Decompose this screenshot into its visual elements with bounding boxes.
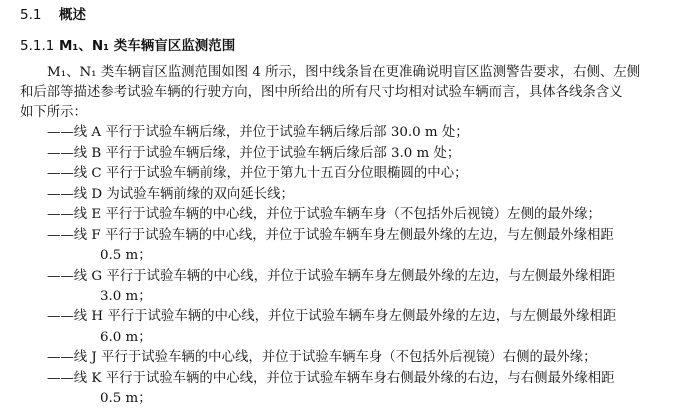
section-title: 概述 [59,7,86,23]
intro-line: 和后部等描述参考试验车辆的行驶方向，图中所给出的所有尺寸均相对试验车辆而言，具体各线条含义 [20,85,623,100]
list-item: ——线 C 平行于试验车辆前缘，并位于第九十五百分位眼椭圆的中心； [47,166,468,181]
list-item-continuation: 6.0 m； [100,330,152,345]
section-heading [20,3,86,23]
list-item-continuation: 3.0 m； [100,289,152,304]
list-item: ——线 G 平行于试验车辆的中心线，并位于试验车辆车身左侧最外缘的左边，与左侧最外缘相距 [47,269,616,284]
list-item-continuation: 0.5 m； [100,391,152,406]
section-number: 5.1 [20,7,42,23]
list-item: ——线 K 平行于试验车辆的中心线，并位于试验车辆车身右侧最外缘的右边，与右侧最外缘相距 [47,371,615,386]
list-item: ——线 D 为试验车辆前缘的双向延长线； [47,187,294,202]
list-item: ——线 J 平行于试验车辆的中心线，并位于试验车辆车身（不包括外后视镜）右侧的最外缘； [47,350,597,365]
intro-line: M₁、N₁ 类车辆盲区监测范围如图 4 所示，图中线条旨在更准确说明盲区监测警告要求，右侧、左侧 [47,65,641,80]
subsection-title: M₁、N₁ 类车辆盲区监测范围 [59,38,236,54]
subsection-number: 5.1.1 [20,38,55,54]
list-item-continuation: 0.5 m； [100,248,152,263]
list-item: ——线 B 平行于试验车辆后缘，并位于试验车辆后缘后部 3.0 m 处； [47,146,461,161]
list-item: ——线 H 平行于试验车辆的中心线，并位于试验车辆车身左侧最外缘的左边，与左侧最外缘相距 [47,309,617,324]
list-item: ——线 F 平行于试验车辆的中心线，并位于试验车辆车身左侧最外缘的左边，与左侧最外缘相距 [47,228,614,243]
list-item: ——线 E 平行于试验车辆的中心线，并位于试验车辆车身（不包括外后视镜）左侧的最外缘； [47,207,601,222]
subsection-heading [20,34,235,54]
list-item: ——线 A 平行于试验车辆后缘，并位于试验车辆后缘后部 30.0 m 处； [47,125,469,140]
intro-line: 如下所示： [20,105,87,120]
